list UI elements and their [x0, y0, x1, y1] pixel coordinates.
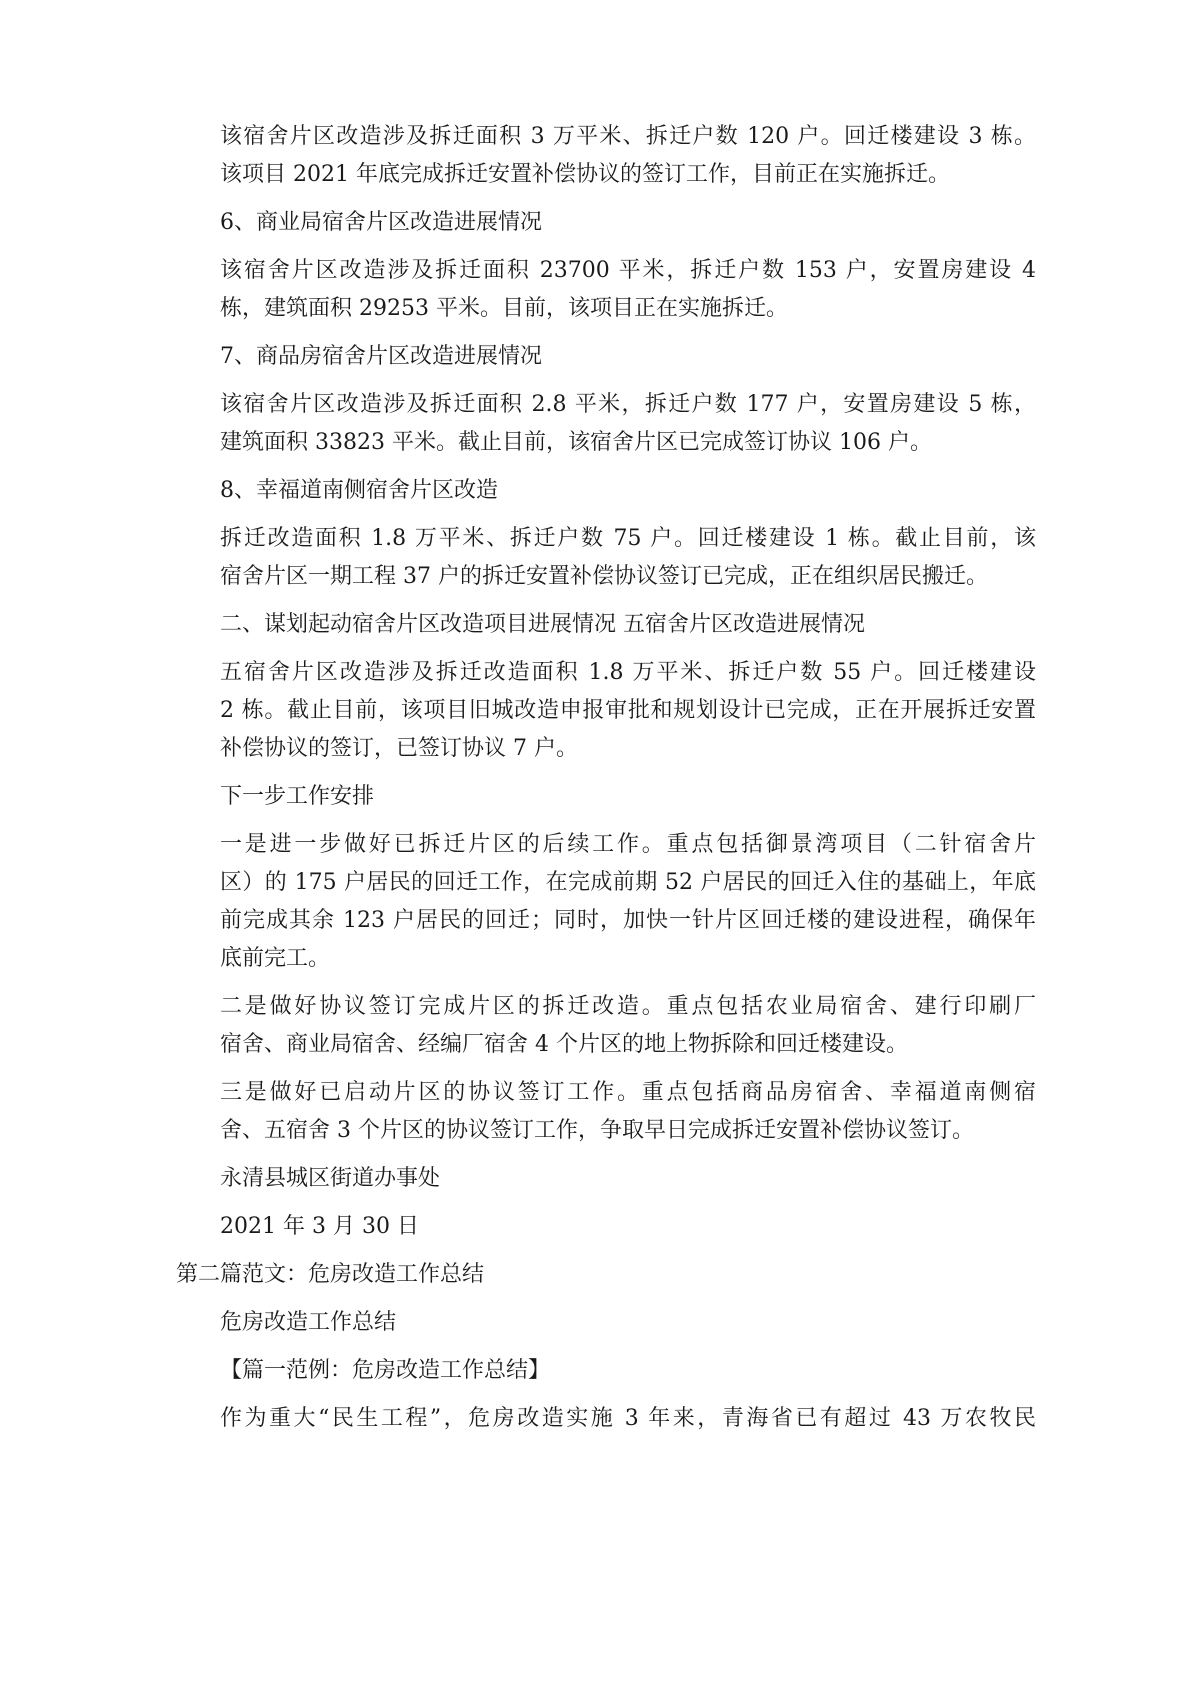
- paragraph-line: 补偿协议的签订，已签订协议 7 户。: [220, 736, 578, 761]
- paragraph: [176, 1256, 1036, 1294]
- paragraph: [176, 520, 1036, 596]
- paragraph-line: 五宿舍片区改造涉及拆迁改造面积 1.8 万平米、拆迁户数 55 户。回迁楼建设: [220, 660, 1036, 685]
- paragraph: [176, 204, 1036, 242]
- paragraph-line: 2021 年 3 月 30 日: [220, 1214, 419, 1239]
- paragraph: [176, 1208, 1036, 1246]
- paragraph-line: 作为重大“民生工程”，危房改造实施 3 年来，青海省已有超过 43 万农牧民: [220, 1406, 1036, 1431]
- paragraph-line: 区）的 175 户居民的回迁工作，在完成前期 52 户居民的回迁入住的基础上，年底: [220, 870, 1036, 895]
- paragraph: [176, 472, 1036, 510]
- paragraph-line: 三是做好已启动片区的协议签订工作。重点包括商品房宿舍、幸福道南侧宿: [220, 1080, 1036, 1105]
- paragraph: [176, 1160, 1036, 1198]
- paragraph: [176, 118, 1036, 194]
- paragraph-line: 6、商业局宿舍片区改造进展情况: [220, 210, 542, 235]
- paragraph-line: 底前完工。: [220, 946, 331, 971]
- paragraph-line: 宿舍片区一期工程 37 户的拆迁安置补偿协议签订已完成，正在组织居民搬迁。: [220, 564, 988, 589]
- paragraph: [176, 606, 1036, 644]
- paragraph: [176, 1074, 1036, 1150]
- paragraph-line: 【篇一范例：危房改造工作总结】: [220, 1358, 551, 1383]
- paragraph-line: 宿舍、商业局宿舍、经编厂宿舍 4 个片区的地上物拆除和回迁楼建设。: [220, 1032, 908, 1057]
- paragraph: [176, 1304, 1036, 1342]
- paragraph-line: 8、幸福道南侧宿舍片区改造: [220, 478, 498, 503]
- paragraph-line: 永清县城区街道办事处: [220, 1166, 441, 1191]
- document-body: [176, 118, 1036, 1448]
- paragraph: [176, 1400, 1036, 1438]
- paragraph-line: 二是做好协议签订完成片区的拆迁改造。重点包括农业局宿舍、建行印刷厂: [220, 994, 1036, 1019]
- paragraph: [176, 778, 1036, 816]
- paragraph-line: 该项目 2021 年底完成拆迁安置补偿协议的签订工作，目前正在实施拆迁。: [220, 162, 950, 187]
- paragraph-line: 第二篇范文：危房改造工作总结: [176, 1262, 485, 1287]
- paragraph-line: 该宿舍片区改造涉及拆迁面积 23700 平米，拆迁户数 153 户，安置房建设 4: [220, 258, 1036, 283]
- paragraph: [176, 386, 1036, 462]
- paragraph-line: 建筑面积 33823 平米。截止目前，该宿舍片区已完成签订协议 106 户。: [220, 430, 932, 455]
- paragraph: [176, 654, 1036, 768]
- paragraph-line: 舍、五宿舍 3 个片区的协议签订工作，争取早日完成拆迁安置补偿协议签订。: [220, 1118, 974, 1143]
- paragraph: [176, 826, 1036, 978]
- paragraph-line: 栋，建筑面积 29253 平米。目前，该项目正在实施拆迁。: [220, 296, 788, 321]
- paragraph-line: 该宿舍片区改造涉及拆迁面积 3 万平米、拆迁户数 120 户。回迁楼建设 3 栋。: [220, 124, 1036, 149]
- paragraph: [176, 988, 1036, 1064]
- paragraph-line: 2 栋。截止目前，该项目旧城改造申报审批和规划设计已完成，正在开展拆迁安置: [220, 698, 1036, 723]
- paragraph-line: 前完成其余 123 户居民的回迁；同时，加快一针片区回迁楼的建设进程，确保年: [220, 908, 1036, 933]
- paragraph-line: 二、谋划起动宿舍片区改造项目进展情况 五宿舍片区改造进展情况: [220, 612, 865, 637]
- paragraph: [176, 338, 1036, 376]
- paragraph-line: 拆迁改造面积 1.8 万平米、拆迁户数 75 户。回迁楼建设 1 栋。截止目前，该: [220, 526, 1036, 551]
- paragraph-line: 下一步工作安排: [220, 784, 375, 809]
- paragraph-line: 7、商品房宿舍片区改造进展情况: [220, 344, 542, 369]
- paragraph-line: 该宿舍片区改造涉及拆迁面积 2.8 平米，拆迁户数 177 户，安置房建设 5 栋，: [220, 392, 1036, 417]
- paragraph-line: 一是进一步做好已拆迁片区的后续工作。重点包括御景湾项目（二针宿舍片: [220, 832, 1036, 857]
- paragraph: [176, 252, 1036, 328]
- paragraph: [176, 1352, 1036, 1390]
- paragraph-line: 危房改造工作总结: [220, 1310, 397, 1335]
